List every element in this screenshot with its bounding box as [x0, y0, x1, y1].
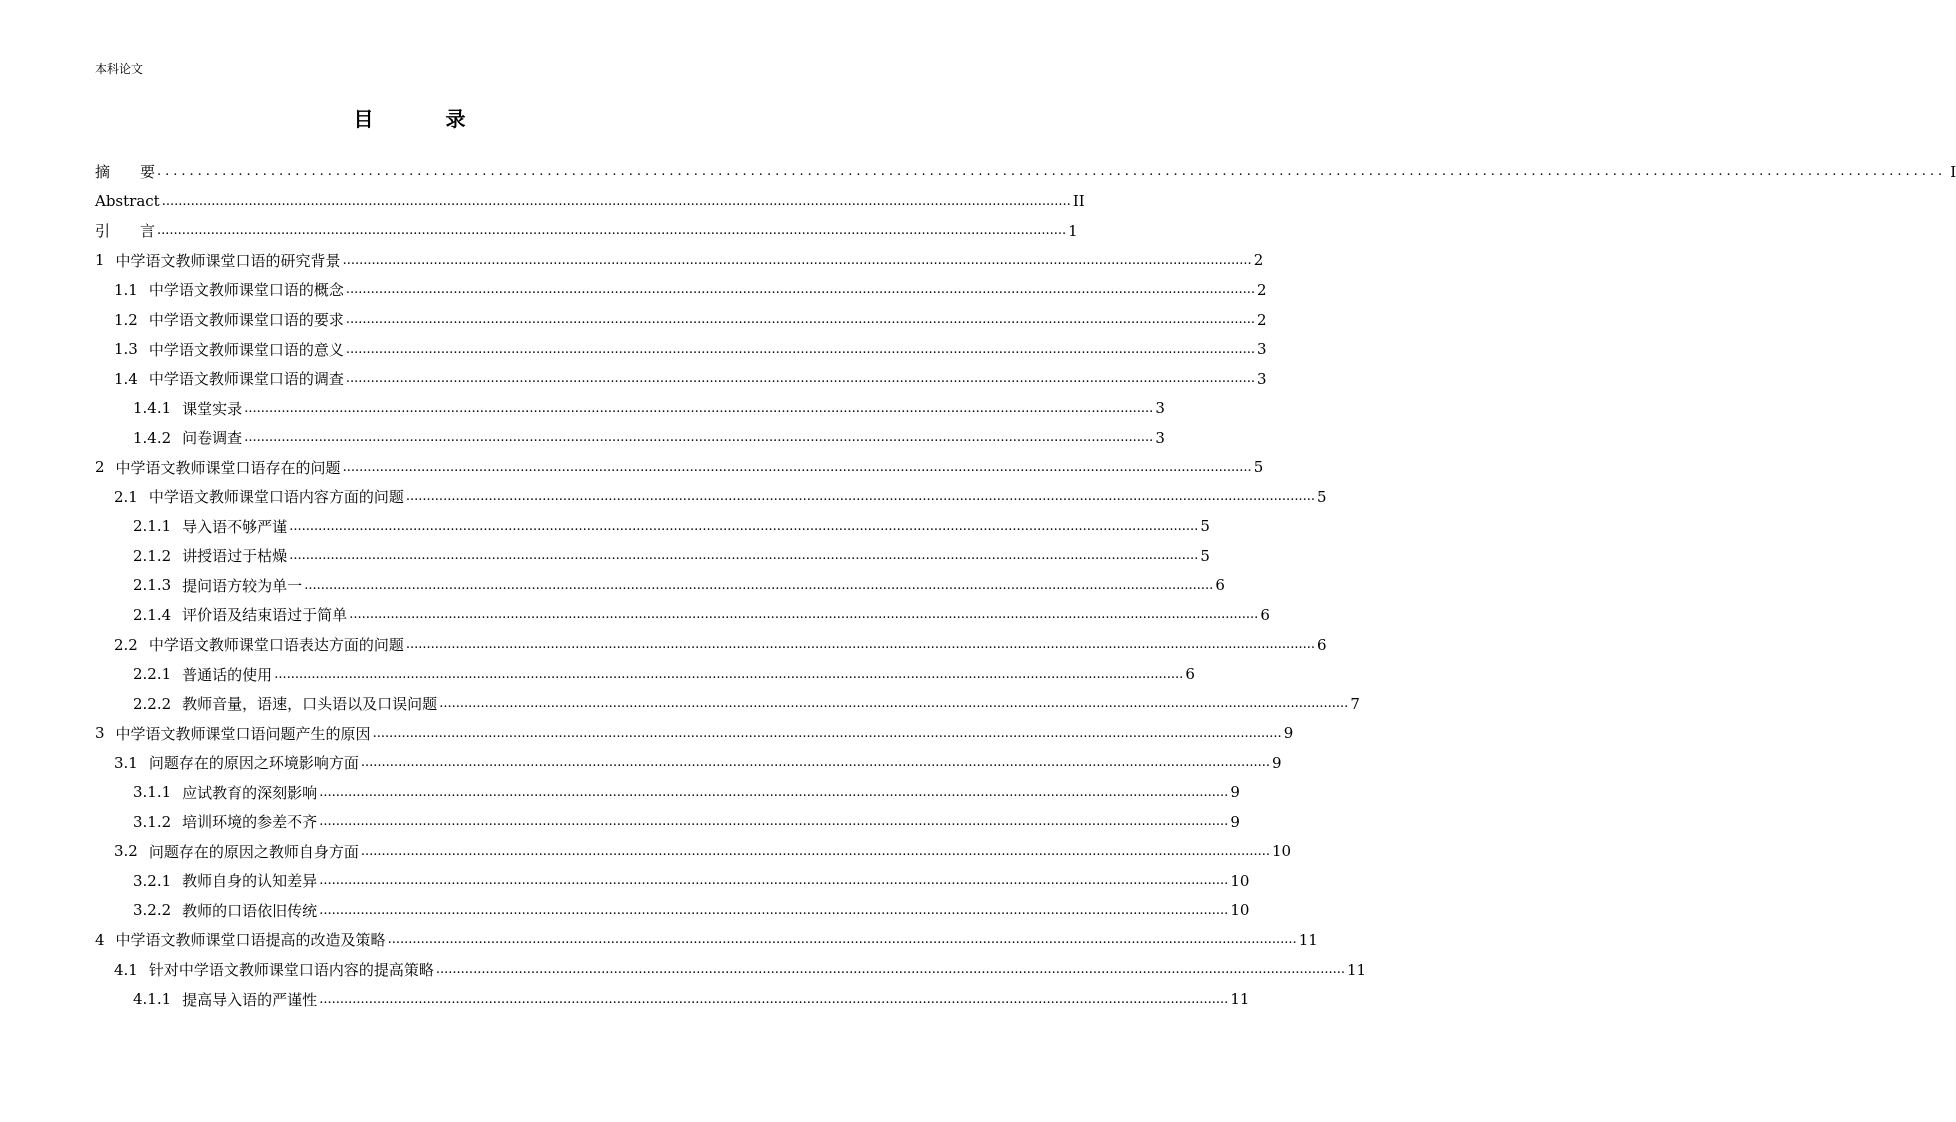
dot-leader: ............................................................................................................................................................................................................................: [345, 282, 1255, 298]
toc-entry-title: 提问语方较为单一: [182, 576, 303, 595]
dot-leader: ............................................................................................................................................................................................................................: [157, 223, 1067, 239]
toc-entry[interactable]: [95, 571, 1225, 601]
dot-leader: ............................................................................................................................................................................................................................: [319, 784, 1229, 800]
dot-leader: ............................................................................................................................................................................................................................: [157, 164, 1947, 180]
dot-leader: ............................................................................................................................................................................................................................: [405, 489, 1315, 505]
dot-leader: ............................................................................................................................................................................................................................: [319, 902, 1229, 918]
toc-entry-page: 3: [1155, 399, 1165, 418]
toc-entry-page: 2: [1257, 280, 1267, 299]
dot-leader: ............................................................................................................................................................................................................................: [360, 755, 1270, 771]
toc-entry[interactable]: [95, 896, 1250, 926]
toc-entry-number: 1.2: [114, 310, 138, 329]
dot-leader: ............................................................................................................................................................................................................................: [405, 637, 1315, 653]
toc-entry-title: 中学语文教师课堂口语的研究背景: [115, 251, 341, 270]
dot-leader: ............................................................................................................................................................................................................................: [304, 577, 1214, 593]
toc-entry-number: 3.2: [114, 842, 138, 861]
toc-entry-number: 1: [95, 251, 105, 270]
dot-leader: ............................................................................................................................................................................................................................: [289, 518, 1199, 534]
toc-entry-title: 教师自身的认知差异: [182, 872, 318, 891]
toc-entry-title: 中学语文教师课堂口语的概念: [148, 281, 344, 300]
toc-entry-title: 摘 要: [95, 163, 156, 182]
table-of-contents: [95, 157, 1956, 1014]
toc-entry-number: 2.2: [114, 635, 138, 654]
toc-entry[interactable]: [95, 482, 1327, 512]
toc-entry-title: 中学语文教师课堂口语存在的问题: [115, 458, 341, 477]
dot-leader: ............................................................................................................................................................................................................................: [319, 873, 1229, 889]
toc-entry-page: 2: [1257, 310, 1267, 329]
toc-entry-page: 7: [1350, 694, 1360, 713]
toc-entry-number: 2.2.2: [133, 694, 172, 713]
toc-entry[interactable]: [95, 423, 1165, 453]
toc-entry[interactable]: [95, 689, 1360, 719]
toc-entry-title: 引 言: [95, 222, 156, 241]
toc-entry-number: 2.1: [114, 487, 138, 506]
toc-entry[interactable]: [95, 452, 1264, 482]
toc-entry-number: 2: [95, 458, 105, 477]
toc-entry[interactable]: [95, 984, 1250, 1014]
toc-entry-page: 11: [1230, 990, 1250, 1009]
toc-entry-number: 4: [95, 930, 105, 949]
toc-entry-title: 针对中学语文教师课堂口语内容的提高策略: [148, 961, 434, 980]
toc-entry-page: II: [1072, 192, 1085, 211]
toc-entry-number: 3: [95, 724, 105, 743]
dot-leader: ............................................................................................................................................................................................................................: [435, 962, 1345, 978]
toc-entry-page: 1: [1068, 221, 1078, 240]
toc-entry-page: 5: [1253, 458, 1264, 477]
dot-leader: ............................................................................................................................................................................................................................: [289, 548, 1199, 564]
dot-leader: ............................................................................................................................................................................................................................: [372, 725, 1282, 741]
toc-entry-title: Abstract: [95, 192, 160, 211]
dot-leader: ............................................................................................................................................................................................................................: [244, 400, 1154, 416]
dot-leader: ............................................................................................................................................................................................................................: [274, 666, 1184, 682]
toc-entry[interactable]: [95, 925, 1318, 955]
toc-entry-page: 11: [1298, 930, 1318, 949]
toc-entry-title: 问题存在的原因之教师自身方面: [148, 842, 359, 861]
toc-entry-title: 教师的口语依旧传统: [182, 901, 318, 920]
toc-entry[interactable]: [95, 364, 1267, 394]
toc-entry-page: 9: [1230, 783, 1240, 802]
toc-entry-title: 中学语文教师课堂口语的调查: [148, 370, 344, 389]
toc-entry-number: 1.4.2: [133, 428, 172, 447]
toc-entry-number: 2.2.1: [133, 665, 172, 684]
toc-entry-number: 2.1.2: [133, 546, 172, 565]
toc-entry-number: 3.2.2: [133, 901, 172, 920]
toc-entry-page: 6: [1185, 665, 1195, 684]
toc-entry-number: 4.1.1: [133, 990, 172, 1009]
toc-entry-number: 4.1: [114, 960, 138, 979]
toc-entry-page: 3: [1155, 428, 1165, 447]
toc-entry[interactable]: [95, 305, 1267, 335]
toc-entry[interactable]: [95, 718, 1294, 748]
toc-entry-title: 应试教育的深刻影响: [182, 783, 318, 802]
toc-entry[interactable]: [95, 659, 1195, 689]
dot-leader: ............................................................................................................................................................................................................................: [342, 252, 1252, 268]
toc-entry-title: 中学语文教师课堂口语提高的改造及策略: [115, 931, 386, 950]
dot-leader: ............................................................................................................................................................................................................................: [439, 696, 1349, 712]
toc-entry-number: 3.2.1: [133, 871, 172, 890]
toc-entry-title: 中学语文教师课堂口语的意义: [148, 340, 344, 359]
dot-leader: ............................................................................................................................................................................................................................: [319, 991, 1229, 1007]
toc-entry-page: 3: [1257, 340, 1267, 359]
toc-entry-number: 1.4: [114, 369, 138, 388]
toc-entry-title: 课堂实录: [182, 399, 243, 418]
toc-entry-title: 讲授语过于枯燥: [182, 547, 288, 566]
toc-entry-title: 中学语文教师课堂口语内容方面的问题: [148, 488, 404, 507]
toc-entry-page: 9: [1283, 724, 1294, 743]
toc-entry[interactable]: [95, 600, 1270, 630]
toc-entry-number: 3.1.1: [133, 783, 172, 802]
toc-entry-page: 10: [1230, 901, 1250, 920]
dot-leader: ............................................................................................................................................................................................................................: [349, 607, 1259, 623]
dot-leader: ............................................................................................................................................................................................................................: [360, 843, 1270, 859]
running-head: 本科论文: [95, 62, 144, 76]
toc-entry[interactable]: [95, 541, 1210, 571]
toc-entry-page: 6: [1215, 576, 1225, 595]
toc-entry[interactable]: [95, 187, 1085, 217]
toc-entry-title: 提高导入语的严谨性: [182, 990, 318, 1009]
toc-entry[interactable]: [95, 630, 1327, 660]
toc-entry-number: 2.1.1: [133, 517, 172, 536]
dot-leader: ............................................................................................................................................................................................................................: [342, 459, 1252, 475]
toc-entry-title: 导入语不够严谨: [182, 517, 288, 536]
toc-entry-number: 2.1.3: [133, 576, 172, 595]
dot-leader: ............................................................................................................................................................................................................................: [345, 371, 1255, 387]
toc-entry-number: 1.3: [114, 340, 138, 359]
toc-entry-title: 教师音量，语速，口头语以及口误问题: [182, 695, 438, 714]
toc-entry-title: 培训环境的参差不齐: [182, 813, 318, 832]
toc-entry-page: 5: [1200, 546, 1210, 565]
toc-entry-title: 问题存在的原因之环境影响方面: [148, 754, 359, 773]
toc-entry[interactable]: [95, 512, 1210, 542]
toc-entry-page: 2: [1253, 251, 1264, 270]
toc-entry[interactable]: [95, 393, 1165, 423]
toc-entry[interactable]: [95, 837, 1292, 867]
toc-entry[interactable]: [95, 955, 1367, 985]
toc-entry-page: 6: [1317, 635, 1327, 654]
toc-entry-number: 1.1: [114, 280, 138, 299]
dot-leader: ............................................................................................................................................................................................................................: [161, 193, 1071, 209]
toc-entry[interactable]: [95, 807, 1240, 837]
toc-entry-number: 3.1.2: [133, 812, 172, 831]
toc-entry[interactable]: [95, 246, 1264, 276]
toc-entry[interactable]: [95, 275, 1267, 305]
toc-entry-title: 问卷调查: [182, 429, 243, 448]
toc-entry[interactable]: [95, 777, 1240, 807]
dot-leader: ............................................................................................................................................................................................................................: [244, 430, 1154, 446]
toc-entry-title: 中学语文教师课堂口语的要求: [148, 311, 344, 329]
toc-entry[interactable]: [95, 216, 1078, 246]
toc-entry-number: 2.1.4: [133, 605, 172, 624]
toc-entry[interactable]: [95, 748, 1282, 778]
toc-entry-page: 5: [1317, 487, 1327, 506]
toc-entry-page: 6: [1260, 605, 1270, 624]
dot-leader: ............................................................................................................................................................................................................................: [345, 341, 1255, 357]
toc-entry-page: 5: [1200, 517, 1210, 536]
toc-entry-number: 1.4.1: [133, 399, 172, 418]
toc-entry[interactable]: [95, 334, 1267, 364]
dot-leader: ............................................................................................................................................................................................................................: [319, 814, 1229, 830]
toc-entry-page: 9: [1272, 753, 1282, 772]
toc-entry-page: 10: [1272, 842, 1292, 861]
toc-entry[interactable]: [95, 157, 1956, 187]
toc-entry-number: 3.1: [114, 753, 138, 772]
toc-entry-title: 中学语文教师课堂口语问题产生的原因: [115, 724, 371, 743]
toc-entry-page: 3: [1257, 369, 1267, 388]
dot-leader: ............................................................................................................................................................................................................................: [345, 312, 1255, 327]
toc-entry-title: 普通话的使用: [182, 665, 273, 684]
toc-entry[interactable]: [95, 866, 1250, 896]
toc-entry-page: 9: [1230, 812, 1240, 831]
toc-entry-page: 10: [1230, 871, 1250, 890]
toc-entry-title: 评价语及结束语过于简单: [182, 606, 348, 625]
toc-entry-page: I: [1950, 162, 1956, 181]
dot-leader: ............................................................................................................................................................................................................................: [387, 932, 1297, 948]
toc-entry-title: 中学语文教师课堂口语表达方面的问题: [148, 636, 404, 655]
toc-title: 目 录: [353, 107, 492, 131]
toc-entry-page: 11: [1347, 960, 1367, 979]
